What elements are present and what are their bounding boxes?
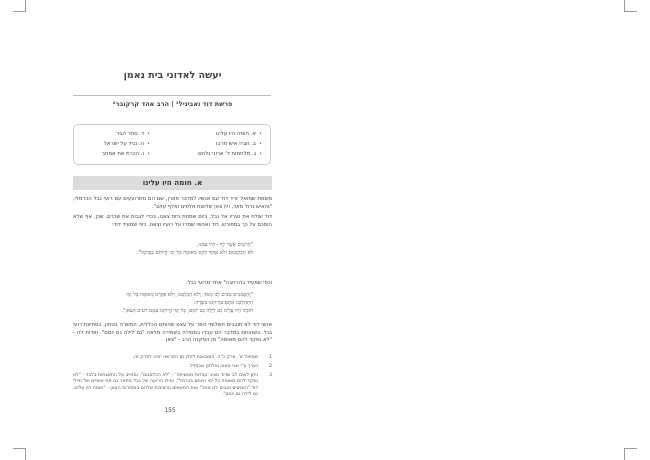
bullet-icon: • <box>259 141 262 147</box>
toc-item-label: ו. הכרת את אמתך <box>101 151 145 157</box>
crop-mark-bottom-right-v <box>624 448 625 460</box>
toc-item-label: ב. חגרו איש חרבו <box>216 141 257 147</box>
table-of-contents <box>73 124 271 165</box>
body-paragraph: וכפי שמעיד בהרחבה³ אחד מרועי נבל: <box>186 280 272 286</box>
body-paragraph: משמת שמואל יורד דוד עם אנשיו למדבר פארן, שם הם מתרועעים עם רועי נבל הכרמלי, "והאיש גדול מאד, ולו צאן שלושת אלפים ואלף עזים". <box>73 196 272 210</box>
toc-item-label: ד. סתר הבר <box>116 131 145 137</box>
verse-line: הִתְהַלַּכְנוּ אִתָּם בִּהְיוֹתֵנוּ בַּשָּׂדֶה. <box>193 299 253 306</box>
bullet-icon: • <box>147 151 150 157</box>
crop-mark-top-left-h <box>13 11 26 12</box>
verse-line: "הָרֹעִים אֲשֶׁר לְךָ - הָיוּ עִמָּנוּ, <box>196 242 253 248</box>
bullet-icon: • <box>147 131 150 137</box>
toc-column-left <box>82 129 172 164</box>
toc-item[interactable] <box>82 149 150 159</box>
footnote <box>73 355 272 361</box>
toc-item[interactable] <box>172 149 262 159</box>
toc-column-right <box>172 129 262 164</box>
page-number: 155 <box>164 408 176 414</box>
footnote <box>73 364 272 370</box>
bullet-icon: • <box>147 141 150 147</box>
footnote-text: ניתן לשים לב שדוד מציג 'עבדות מטשיחה' - "לא הכלמנום", ומחייב על התשגחות בלבד - "לא נפקד להם מאומה כל ימי היותם בכרמל", ואילו הרועה של נבל מתאר גם את אופיים של חיילי דוד "האנשים טובים לנו מאד" ואת המעשים והיציבות שלהם במסירות הצאן - "חומה היו עלינו, גם לילה גם יומם". <box>73 373 258 397</box>
bullet-icon: • <box>259 151 262 157</box>
verse-quote-2 <box>73 292 253 315</box>
footnote <box>73 373 272 398</box>
article-title: יעשה לאדוני בית נאמן <box>123 70 222 81</box>
footnote-text: שמואל א', פרק כ"ה. המובאות להלן מן הפרשה יזוהו לפרק זה. <box>132 355 258 360</box>
toc-item[interactable] <box>82 129 150 139</box>
footnote-number: 2 <box>269 364 272 369</box>
crop-mark-bottom-left-h <box>13 448 26 449</box>
crop-mark-bottom-right-h <box>624 448 637 449</box>
toc-item-label: א. חומה היו עלינו <box>215 131 257 137</box>
toc-item[interactable] <box>82 139 150 149</box>
footnote-number: 1 <box>269 355 272 360</box>
crop-mark-bottom-left-v <box>25 448 26 460</box>
verse-line: חוֹמָה הָיוּ עָלֵינוּ גַּם לַיְלָה גַּם יוֹמָם, כָּל יְמֵי הֱיוֹתֵנוּ עִמָּם רֹעִים הַצֹּאן". <box>121 307 253 314</box>
body-paragraph: אנשי דוד לא חובבים תשלומי כופר על עצם שהותם הכללית, המשרה בטחון, בסחיצת רועי נבל. בשהותם במדבר הם עבדו במסירה בשמירה מלאה "גם לילה גם יומם". תודות לה - "לא נפקד להם מאומה" מן המקנה הרב - "צאן <box>73 322 272 344</box>
toc-item[interactable] <box>172 129 262 139</box>
footnote-number: 3 <box>269 373 272 378</box>
body-paragraph: דוד שולח את נעריו אל נבל, ביום שמחת גיזת צאנו, בכדי לגבות את שכרם, שכן, אף שלא הוסכם על כך במפורש, דוד ואנשיו שמרו על רועיו וצאנו, כפי שמעיד דוד: <box>73 214 272 228</box>
title-divider <box>73 95 271 96</box>
bullet-icon: • <box>259 131 262 137</box>
section-heading: א. חומה היו עלינו <box>73 176 272 190</box>
toc-item-label: ה. נגיד על ישראל <box>103 141 145 147</box>
toc-item-label: ג. מלחמות ד' ארוני נלחם <box>198 151 257 157</box>
verse-quote-1 <box>73 242 253 258</box>
toc-item[interactable] <box>172 139 262 149</box>
crop-mark-top-right-h <box>624 11 637 12</box>
article-authors: פרשת דוד ואביגיל¹ | הרב אהד קרקובר² <box>112 100 233 108</box>
verse-line: לֹא הֶכְלַמְנוּם וְלֹא נִפְקַד לָהֶם מְאוּמָה כָּל יְמֵי הֱיוֹתָם בַּכַּרְמֶל". <box>136 249 253 256</box>
footnote-text: נערך ע"י אבי טאוב ואלחנן אבוחיל. <box>188 364 258 369</box>
verse-line: "וְהָאֲנָשִׁים טֹבִים לָנוּ מְאֹד, וְלֹא הָכְלַמְנוּ, וְלֹא פָקַדְנוּ מְאוּמָה כָּל יְמֵי <box>125 292 253 298</box>
